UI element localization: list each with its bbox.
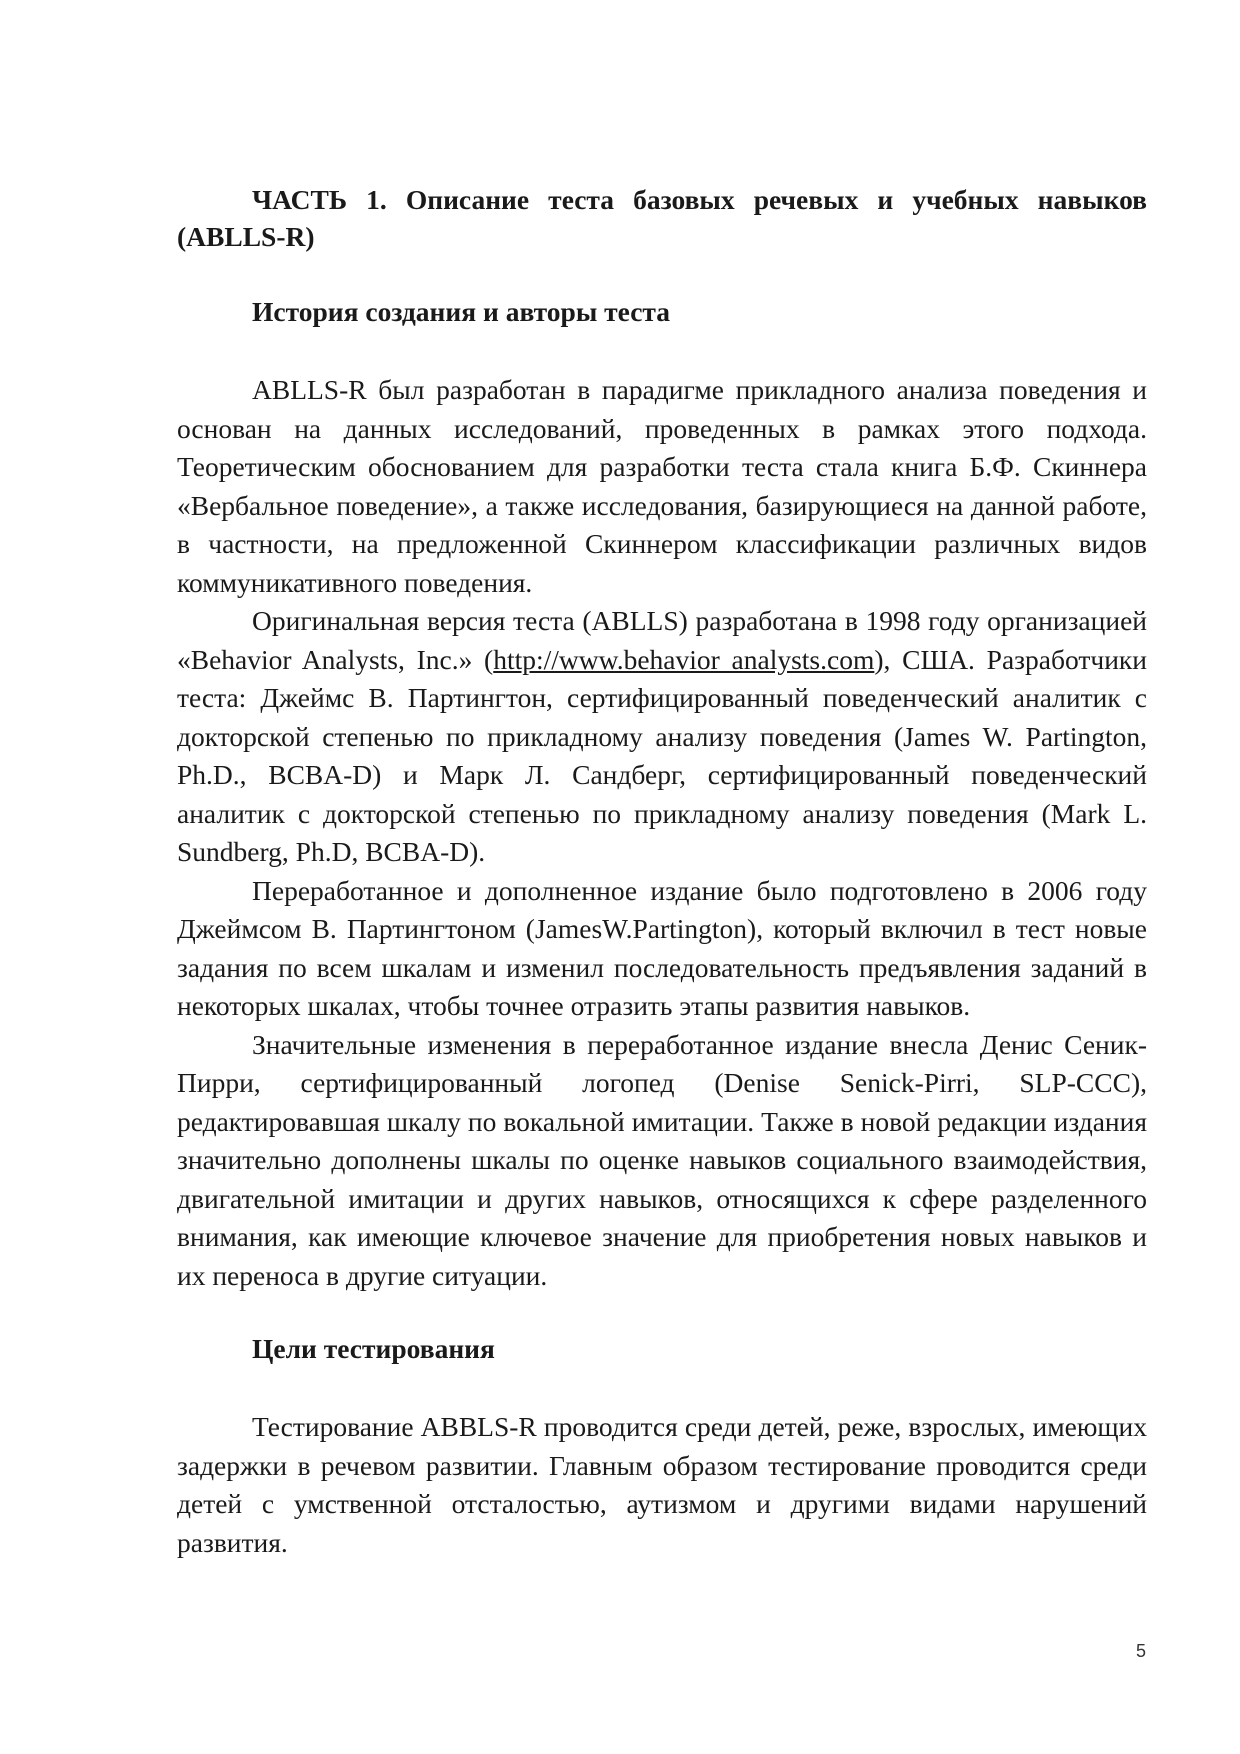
goals-section-body <box>177 1408 1147 1562</box>
behavior-analysts-link[interactable]: http://www.behavior analysts.com <box>493 643 875 675</box>
history-paragraph-2 <box>177 602 1147 872</box>
history-paragraph-3: Переработанное и дополненное издание было подготовлено в 2006 году Джеймсом В. Партингтоном (JamesW.Partington), который включил в тест новые задания по всем шкалам и изменил последовательность предъявления заданий в некоторых шкалах, чтобы точнее отразить этапы развития навыков. <box>177 874 1147 1021</box>
history-paragraph-2-text-after-link: ), США. Разработчики теста: Джеймс В. Партингтон, сертифицированный поведенческий аналитик с докторской степенью по прикладному анализу поведения (James W. Partington, Ph.D., BCBA-D) и Марк Л. Сандберг, сертифицированный поведенческий аналитик с докторской степенью по прикладному анализу поведения (Mark L. Sundberg, Ph.D, BCBA-D). <box>177 643 1147 867</box>
history-paragraph-2-text-before-link: Оригинальная версия теста (ABLLS) разработана в 1998 году организацией «Behavior Analysts, Inc.» ( <box>177 605 1147 675</box>
section-heading-history: История создания и авторы теста <box>252 296 671 327</box>
part-title: ЧАСТЬ 1. Описание теста базовых речевых и учебных навыков (ABLLS-R) <box>177 184 1147 252</box>
page-number: 5 <box>1136 1641 1147 1661</box>
goals-paragraph-1: Тестирование ABBLS-R проводится среди детей, реже, взрослых, имеющих задержки в речевом развитии. Главным образом тестирование проводится среди детей с умственной отсталостью, аутизмом и другими видами нарушений развития. <box>177 1411 1147 1558</box>
history-section-body <box>177 371 1147 1295</box>
history-paragraph-4: Значительные изменения в переработанное издание внесла Денис Сеник-Пирри, сертифицированный логопед (Denise Senick-Pirri, SLP-CCC), редактировавшая шкалу по вокальной имитации. Также в новой редакции издания значительно дополнены шкалы по оценке навыков социального взаимодействия, двигательной имитации и других навыков, относящихся к сфере разделенного внимания, как имеющие ключевое значение для приобретения новых навыков и их переноса в другие ситуации. <box>177 1028 1147 1291</box>
history-paragraph-1: ABLLS-R был разработан в парадигме прикладного анализа поведения и основан на данных исследований, проведенных в рамках этого подхода. Теоретическим обоснованием для разработки теста стала книга Б.Ф. Скиннера «Вербальное поведение», а также исследования, базирующиеся на данной работе, в частности, на предложенной Скиннером классификации различных видов коммуникативного поведения. <box>177 374 1147 598</box>
section-heading-goals: Цели тестирования <box>252 1333 495 1364</box>
